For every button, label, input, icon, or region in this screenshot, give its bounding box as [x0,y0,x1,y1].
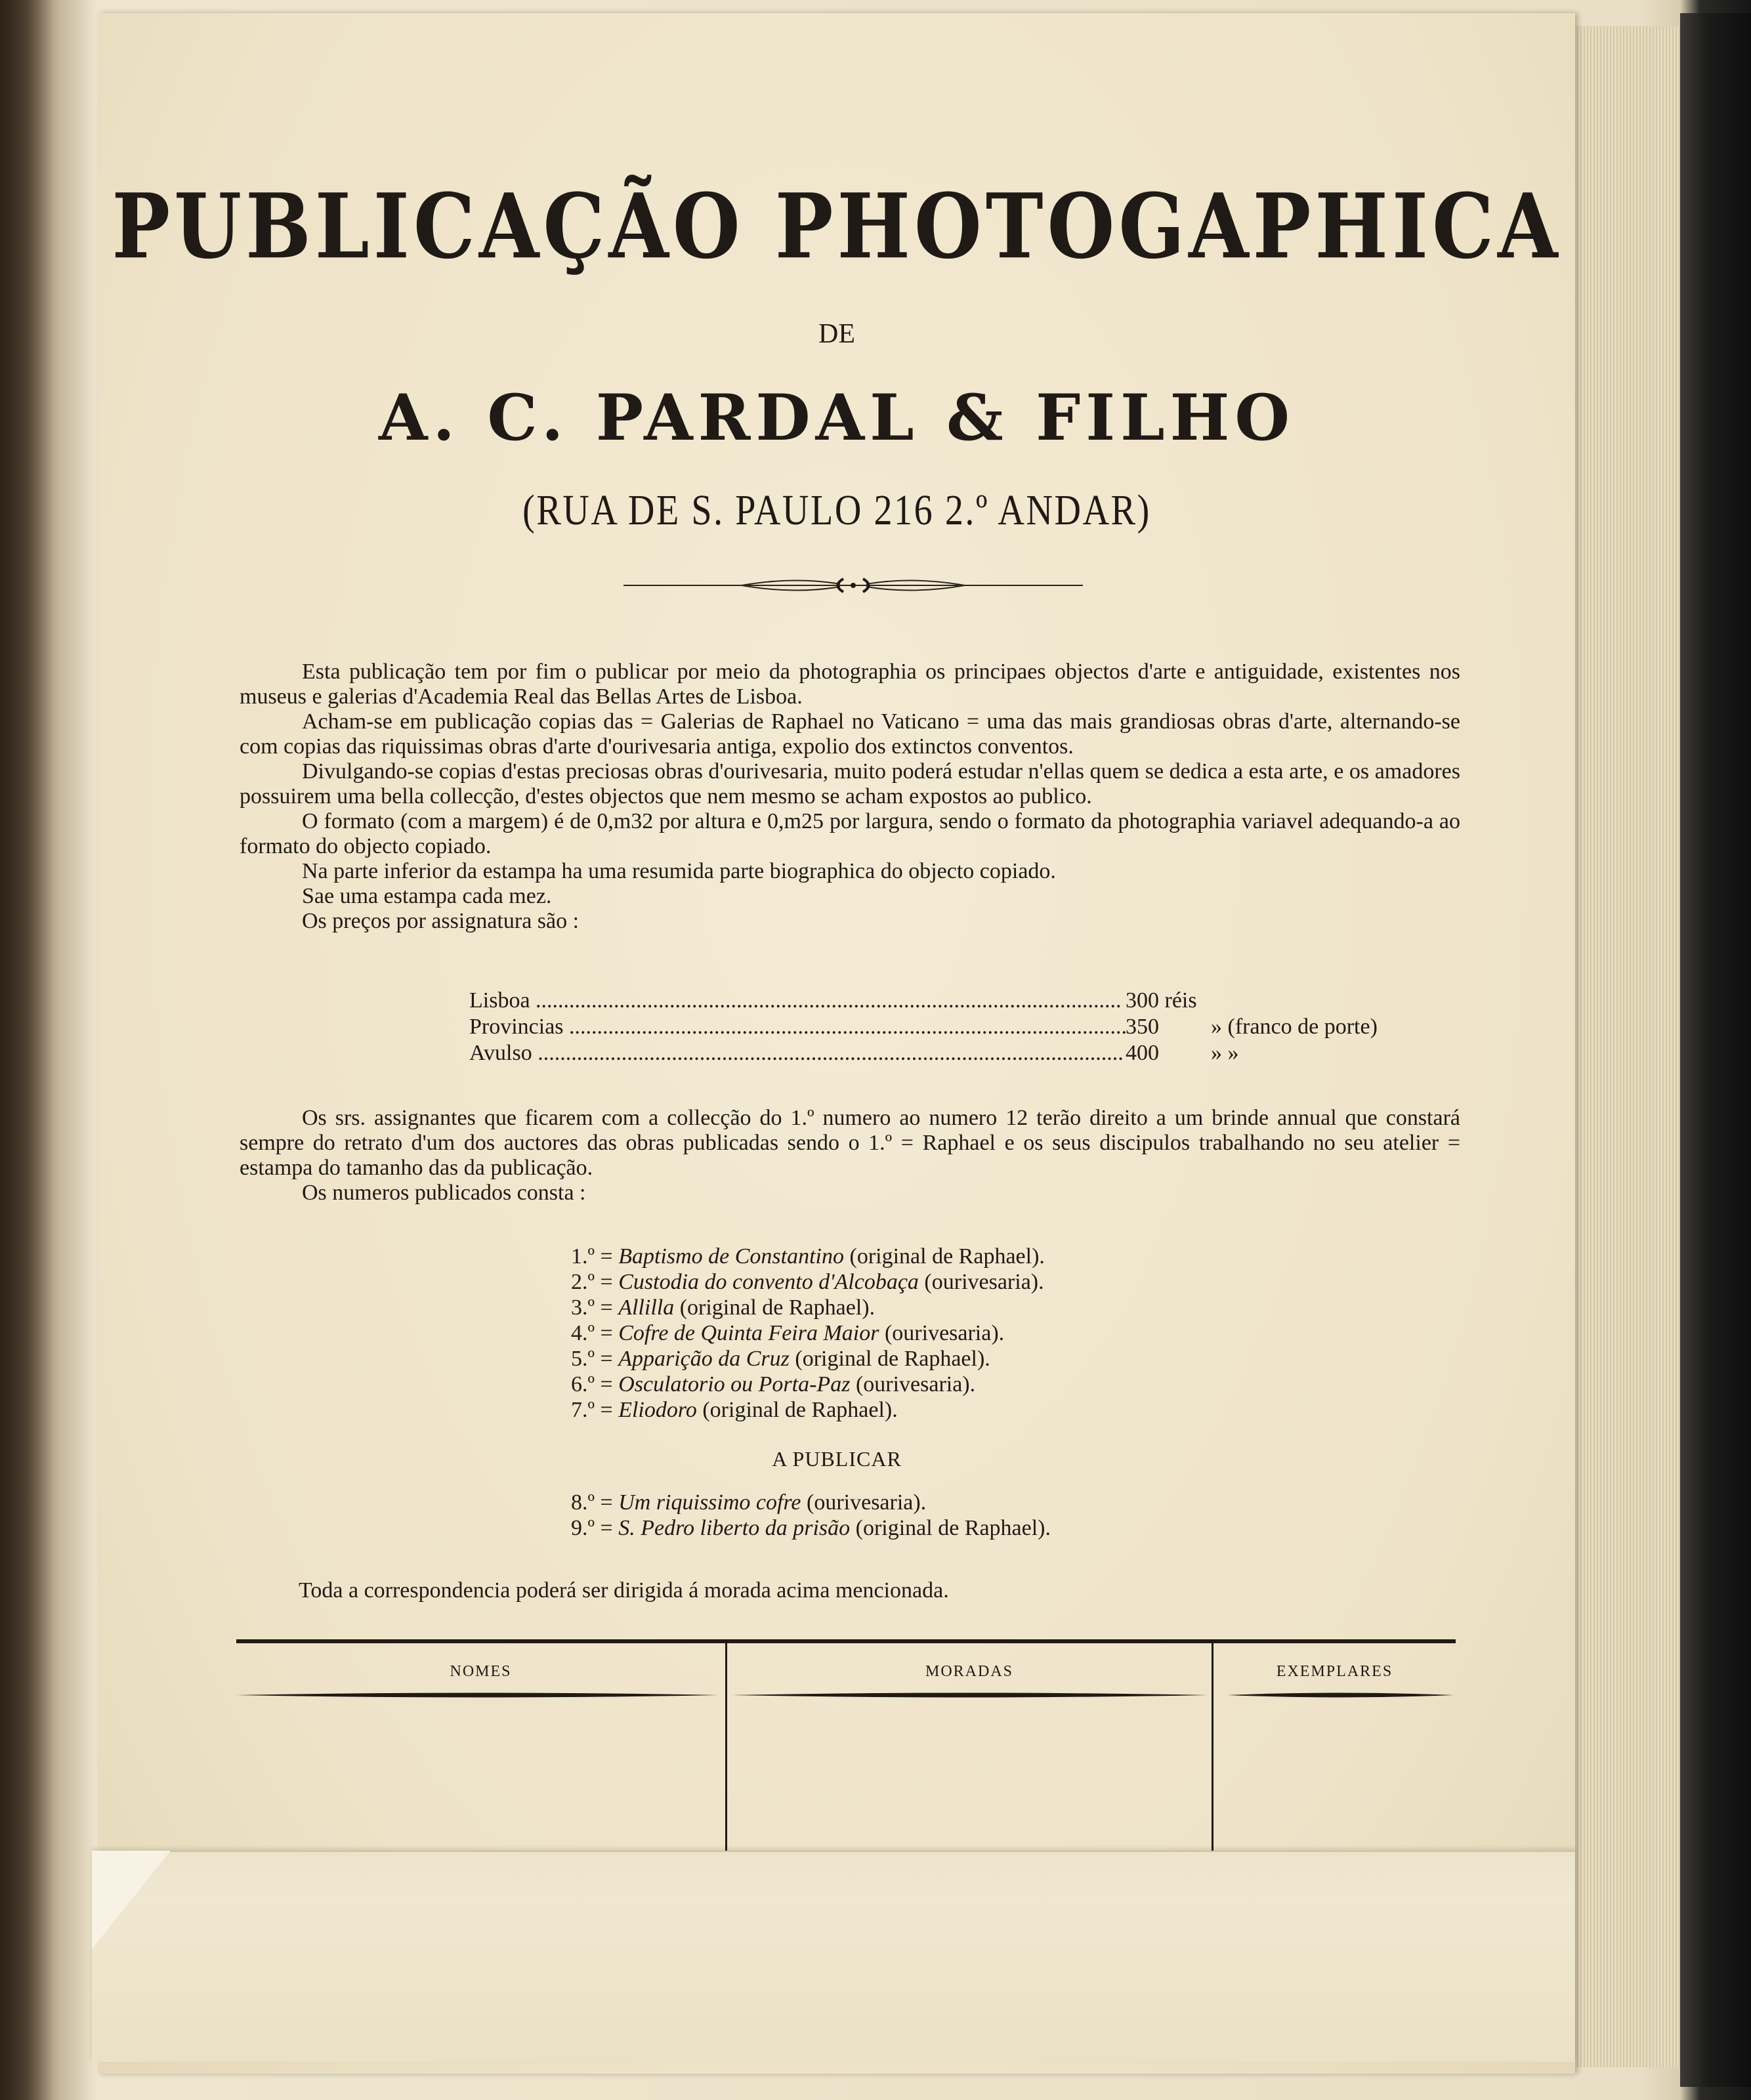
book-spine-shadow [0,0,98,2100]
header-rule [732,1692,1208,1698]
page-title: PUBLICAÇÃO PHOTOGAPHICA [112,173,1562,279]
intro-text [240,660,1460,934]
paper-slip-fold [92,1851,171,1949]
list-item: 9.º = S. Pedro liberto da prisão (original de Raphael). [571,1516,1051,1540]
price-amount: 350 [1126,1015,1159,1039]
price-place: Lisboa ..... [469,988,1126,1014]
firm-name: A. C. PARDAL & FILHO [379,381,1295,455]
book-cover-board [1680,13,1751,2087]
document-page [98,13,1575,2074]
price-list [469,988,1519,1066]
price-place: Provincias ..... [469,1014,1126,1040]
header-rule [1227,1692,1454,1698]
subscriber-bonus-text [240,1106,1460,1206]
intro-paragraph: Na parte inferior da estampa ha uma resumida parte biographica do objecto copiado. [302,859,1056,883]
bonus-paragraph: Os numeros publicados consta : [302,1181,586,1205]
price-amount: 400 [1126,1041,1159,1065]
list-item: 8.º = Um riquissimo cofre (ourivesaria). [571,1490,927,1515]
firm-address: (RUA DE S. PAULO 216 2.º ANDAR) [522,486,1151,534]
price-note: » » [1211,1041,1239,1065]
price-place: Avulso ..... [469,1040,1126,1066]
list-item: 4.º = Cofre de Quinta Feira Maior (ourivesaria). [571,1321,1005,1345]
list-item: 2.º = Custodia do convento d'Alcobaça (ourivesaria). [571,1270,1044,1294]
ornament-divider [623,572,1083,598]
column-header-nomes: NOMES [450,1663,512,1680]
list-item: 7.º = Eliodoro (original de Raphael). [571,1398,898,1422]
form-top-rule [236,1639,1456,1643]
price-note: » (franco de porte) [1211,1015,1378,1039]
intro-paragraph: Esta publicação tem por fim o publicar por meio da photographia os principaes objectos d'arte e antiguidade, existentes nos museus e galerias d'Academia Real das Bellas Artes de Lisboa. [240,660,1460,709]
intro-paragraph: Os preços por assignatura são : [302,909,580,933]
intro-paragraph: Divulgando-se copias d'estas preciosas obras d'ourivesaria, muito poderá estudar n'ellas quem se dedica a esta arte, e os amadores possuirem uma bella collecção, d'estes objectos que nem mesmo se acham expostos ao publico. [240,759,1460,808]
intro-paragraph: Acham-se em publicação copias das = Galerias de Raphael no Vaticano = uma das mais grandiosas obras d'arte, alternando-se com copias das riquissimas obras d'arte d'ourivesaria antiga, expolio dos extinctos conventos. [240,709,1460,759]
column-header-moradas: MORADAS [925,1663,1014,1680]
bonus-paragraph: Os srs. assignantes que ficarem com a collecção do 1.º numero ao numero 12 terão direito a um brinde annual que constará sempre do retrato d'um dos auctores das obras publicadas sendo o 1.º = Raphael e os seus discipulos trabalhando no seu atelier = estampa do tamanho das da publicação. [240,1106,1460,1180]
page-edges [1575,26,1690,2067]
list-item: 5.º = Apparição da Cruz (original de Raphael). [571,1347,990,1371]
list-item: 3.º = Allilla (original de Raphael). [571,1295,876,1320]
list-item: 1.º = Baptismo de Constantino (original de Raphael). [571,1244,1045,1269]
column-header-exemplares: EXEMPLARES [1276,1663,1393,1680]
intro-paragraph: O formato (com a margem) é de 0,m32 por altura e 0,m25 por largura, sendo o formato da photographia variavel adequando-a ao formato do objecto copiado. [240,809,1460,858]
upcoming-heading: A PUBLICAR [772,1447,902,1471]
price-row [469,988,1519,1014]
price-row [469,1014,1519,1040]
paper-slip [92,1851,1575,2062]
published-list [571,1244,1424,1423]
intro-paragraph: Sae uma estampa cada mez. [302,884,552,908]
header-rule [236,1692,719,1698]
upcoming-list [571,1490,1424,1541]
closing-note: Toda a correspondencia poderá ser dirigida á morada acima mencionada. [299,1578,949,1603]
title-connector: DE [818,319,855,349]
price-note [1211,988,1519,1014]
subscription-form [236,1639,1456,1856]
price-row [469,1040,1519,1066]
price-amount: 300 réis [1126,988,1197,1013]
list-item: 6.º = Osculatorio ou Porta-Paz (ourivesaria). [571,1372,976,1396]
